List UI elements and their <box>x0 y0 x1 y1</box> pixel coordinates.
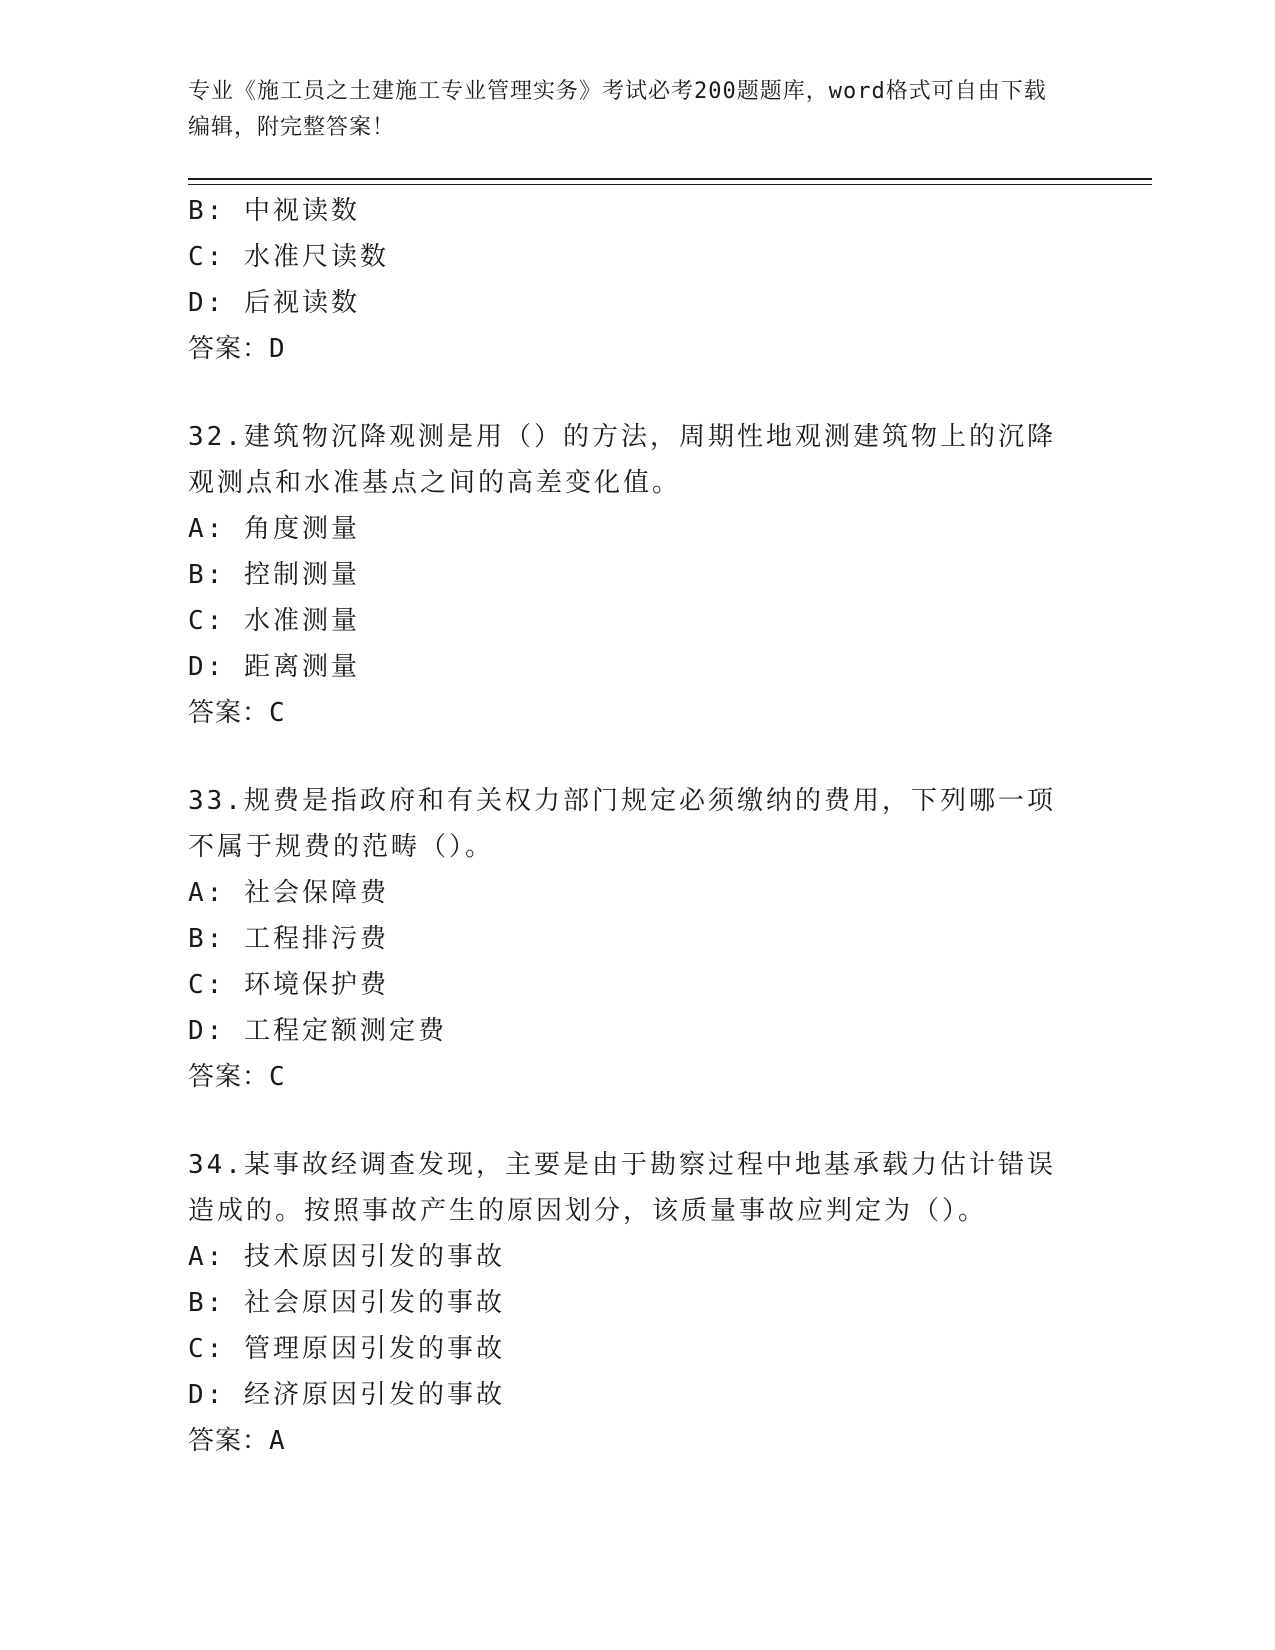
answer: 答案：C <box>188 1062 286 1092</box>
option-b: B: 工程排污费 <box>188 924 389 954</box>
question-text: 34.某事故经调查发现，主要是由于勘察过程中地基承载力估计错误造成的。按照事故产生的原因划分，该质量事故应判定为（）。 <box>188 1150 1056 1226</box>
option-b: B: 中视读数 <box>188 196 360 226</box>
option-c: C: 环境保护费 <box>188 970 389 1000</box>
option-d: D: 经济原因引发的事故 <box>188 1380 505 1410</box>
option-c: C: 水准测量 <box>188 606 360 636</box>
option-c: C: 管理原因引发的事故 <box>188 1334 505 1364</box>
document-header: 专业《施工员之土建施工专业管理实务》考试必考200题题库，word格式可自由下载编辑，附完整答案！ <box>188 79 1047 140</box>
question-32 <box>188 414 1088 736</box>
answer: 答案：D <box>188 334 286 364</box>
carryover-question <box>188 188 1088 372</box>
option-d: D: 距离测量 <box>188 652 360 682</box>
answer: 答案：A <box>188 1426 286 1456</box>
answer: 答案：C <box>188 698 286 728</box>
header-rule-thick <box>188 178 1152 180</box>
document-body <box>188 188 1088 1464</box>
option-a: A: 技术原因引发的事故 <box>188 1242 505 1272</box>
option-d: D: 工程定额测定费 <box>188 1016 447 1046</box>
question-text: 32.建筑物沉降观测是用（）的方法，周期性地观测建筑物上的沉降观测点和水准基点之间的高差变化值。 <box>188 422 1056 498</box>
header-rule-thin <box>188 184 1152 185</box>
question-text: 33.规费是指政府和有关权力部门规定必须缴纳的费用，下列哪一项不属于规费的范畴（）。 <box>188 786 1056 862</box>
question-33 <box>188 778 1088 1100</box>
option-a: A: 角度测量 <box>188 514 360 544</box>
option-b: B: 社会原因引发的事故 <box>188 1288 505 1318</box>
option-d: D: 后视读数 <box>188 288 360 318</box>
question-34 <box>188 1142 1088 1464</box>
option-a: A: 社会保障费 <box>188 878 389 908</box>
option-c: C: 水准尺读数 <box>188 242 389 272</box>
option-b: B: 控制测量 <box>188 560 360 590</box>
